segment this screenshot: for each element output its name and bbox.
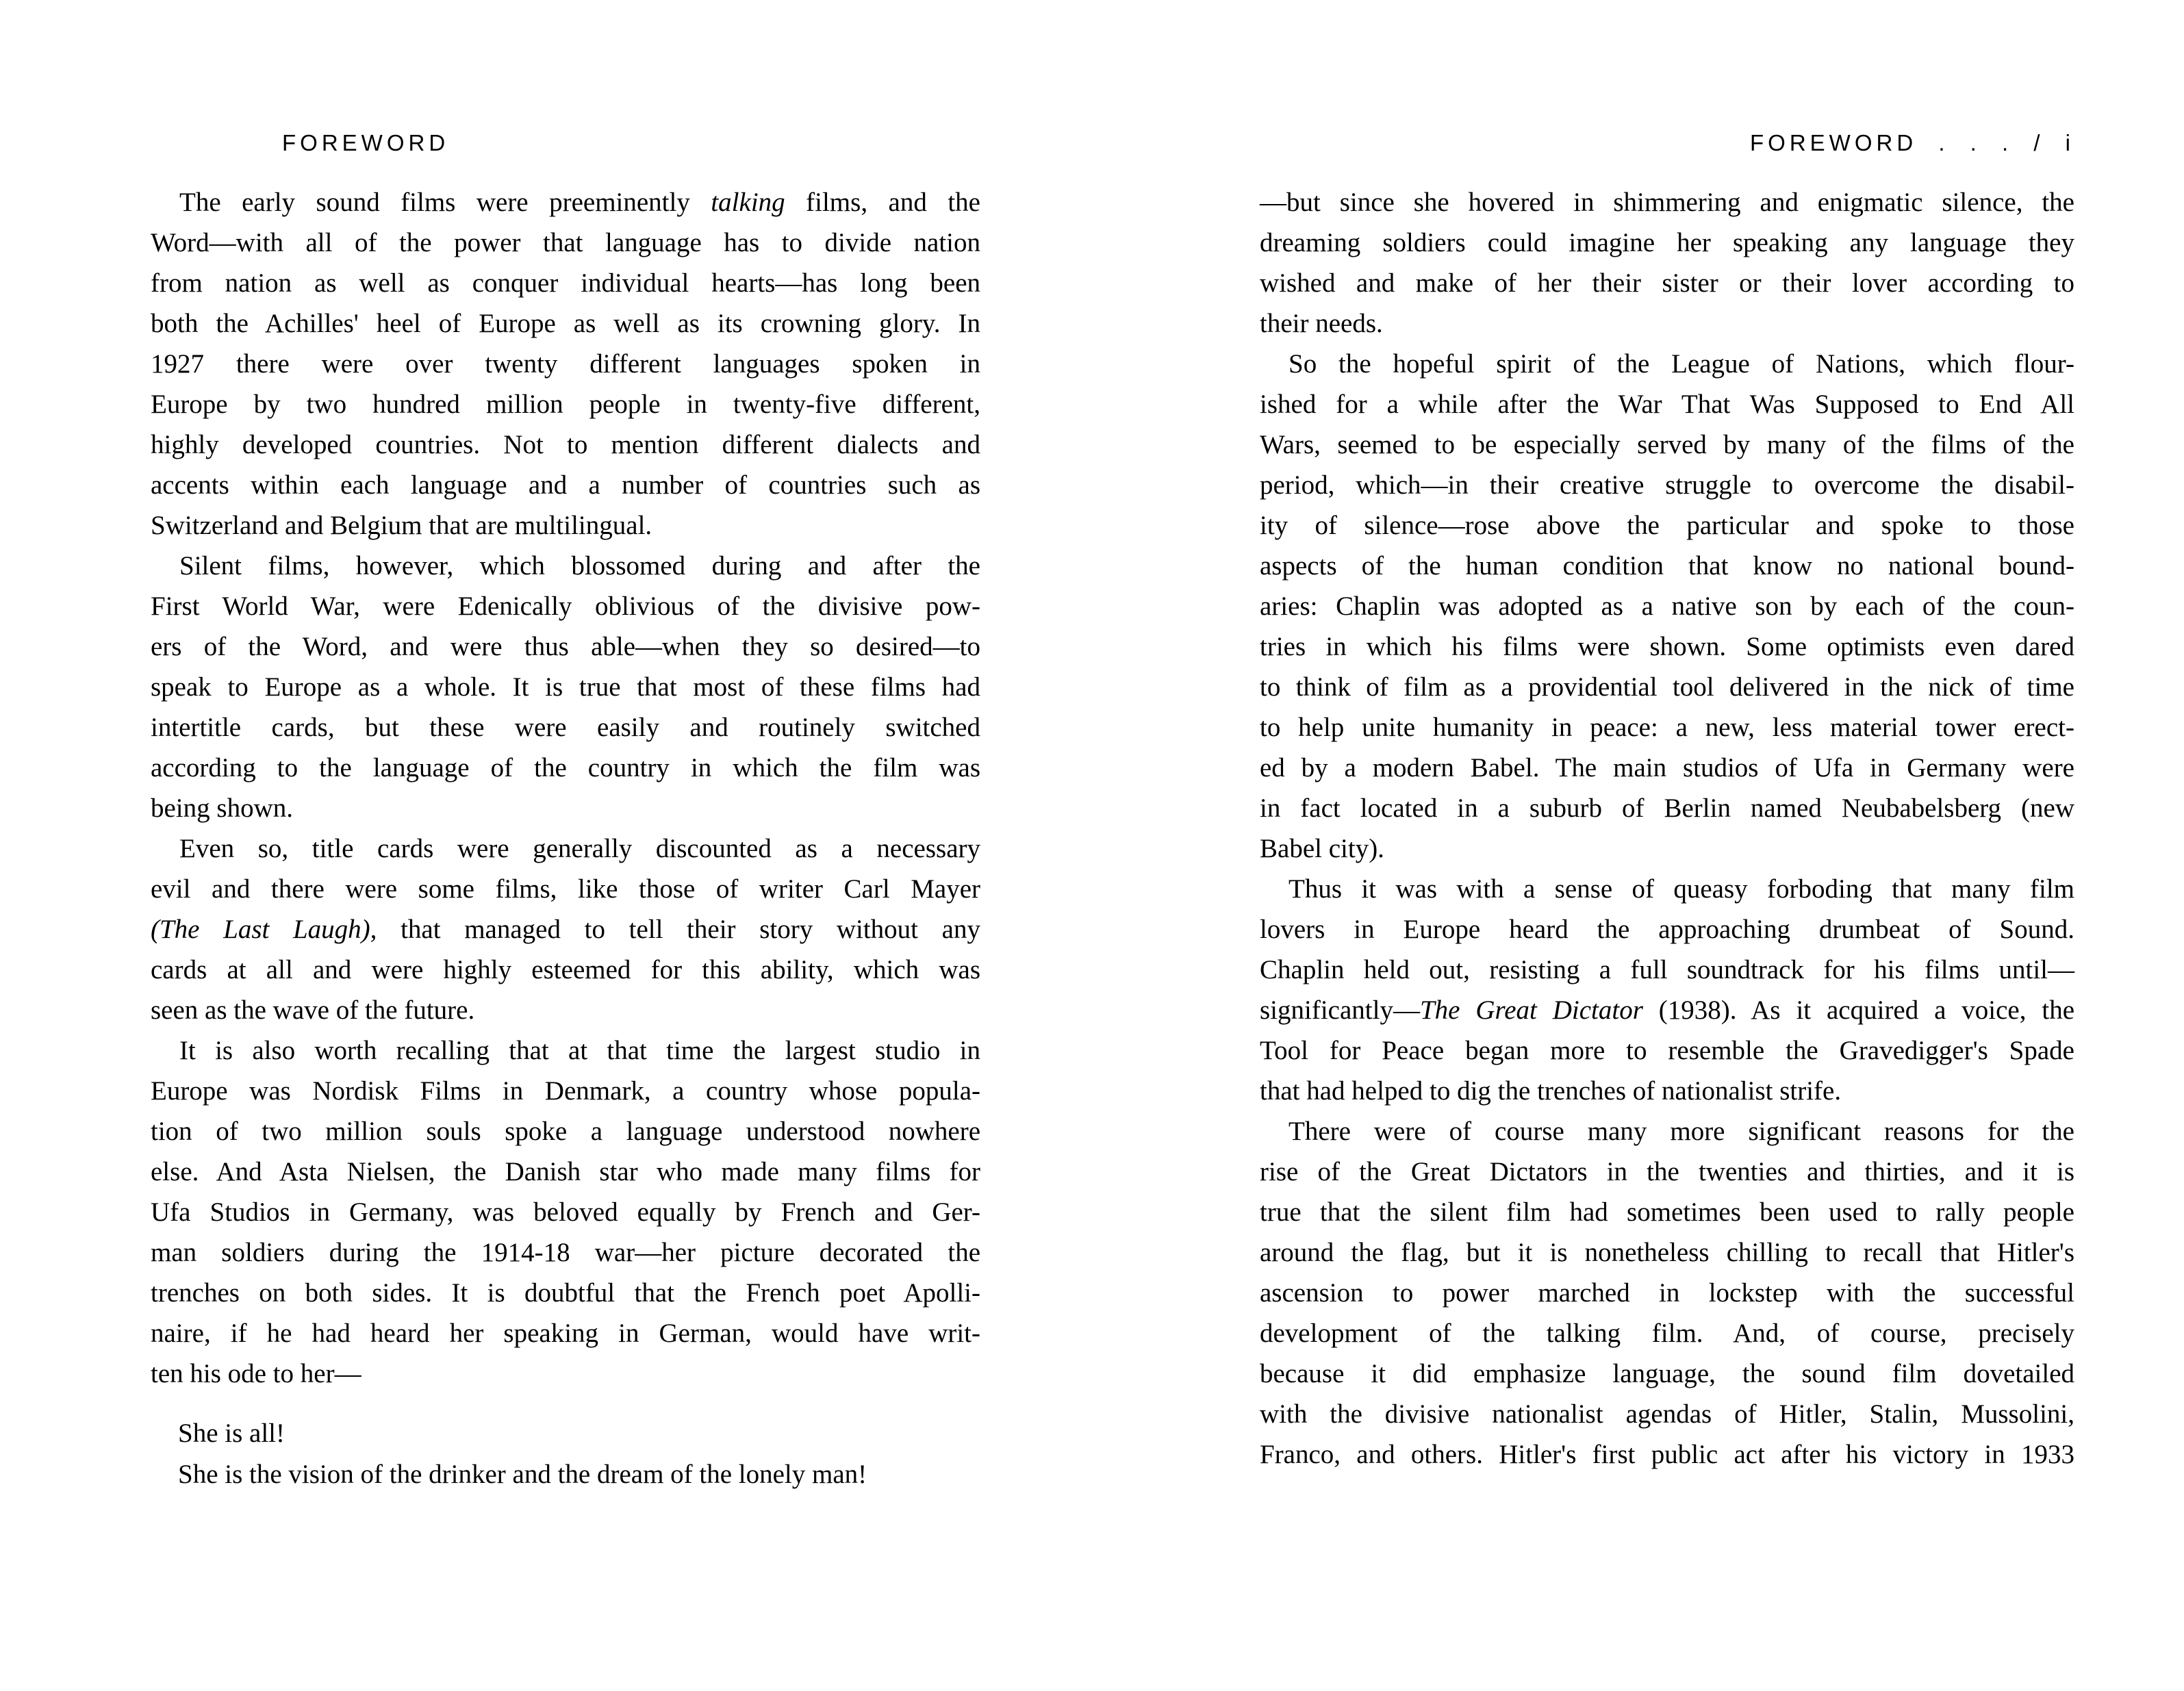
plain-text: Babel city).	[1260, 834, 1384, 863]
plain-text: aries: Chaplin was adopted as a native son by each of the coun-	[1260, 592, 2074, 621]
plain-text: trenches on both sides. It is doubtful that the French poet Apolli-	[151, 1278, 980, 1308]
plain-text: Word—with all of the power that language has to divide nation	[151, 228, 980, 257]
plain-text: that had helped to dig the trenches of nationalist strife.	[1260, 1076, 1842, 1106]
page-right-body	[1260, 182, 2074, 1475]
plain-text: man soldiers during the 1914-18 war—her picture decorated the	[151, 1238, 980, 1267]
plain-text: period, which—in their creative struggle to overcome the disabil-	[1260, 470, 2074, 500]
text-line	[151, 424, 980, 465]
verse	[151, 1413, 980, 1495]
plain-text: Chaplin held out, resisting a full soundtrack for his films until—	[1260, 955, 2074, 984]
paragraph	[151, 182, 980, 546]
plain-text: ed by a modern Babel. The main studios of Ufa in Germany were	[1260, 753, 2074, 783]
text-line	[1260, 707, 2074, 748]
plain-text: that managed to tell their story without any	[377, 915, 980, 944]
text-line	[151, 869, 980, 909]
plain-text: tries in which his films were shown. Some optimists even dared	[1260, 632, 2074, 661]
text-line	[151, 465, 980, 505]
plain-text: 1927 there were over twenty different languages spoken in	[151, 349, 980, 379]
text-line	[1260, 1030, 2074, 1071]
plain-text: wished and make of her their sister or their lover according to	[1260, 268, 2074, 298]
text-line	[1260, 1353, 2074, 1394]
text-line	[1260, 950, 2074, 990]
plain-text: ished for a while after the War That Was Supposed to End All	[1260, 390, 2074, 419]
plain-text: ten his ode to her—	[151, 1359, 361, 1388]
text-line	[151, 586, 980, 626]
paragraph	[151, 546, 980, 828]
text-line	[1260, 990, 2074, 1030]
text-line	[151, 626, 980, 667]
text-line	[151, 344, 980, 384]
plain-text: intertitle cards, but these were easily and routinely switched	[151, 713, 980, 742]
text-line	[1260, 626, 2074, 667]
text-line	[1260, 1111, 2074, 1152]
text-line	[151, 1152, 980, 1192]
text-line	[1260, 1313, 2074, 1353]
plain-text: Ufa Studios in Germany, was beloved equally by French and Ger-	[151, 1197, 980, 1227]
plain-text: both the Achilles' heel of Europe as well as its crowning glory. In	[151, 309, 980, 338]
plain-text: in fact located in a suburb of Berlin named Neubabelsberg (new	[1260, 793, 2074, 823]
page-right-running-head: FOREWORD . . . / i	[1750, 130, 2074, 155]
plain-text: from nation as well as conquer individual hearts—has long been	[151, 268, 980, 298]
text-line	[1260, 869, 2074, 909]
plain-text: Europe by two hundred million people in twenty-five different,	[151, 390, 980, 419]
italic-text: (The Last Laugh),	[151, 915, 377, 944]
paragraph	[151, 1030, 980, 1394]
text-line	[151, 788, 980, 828]
plain-text: Tool for Peace began more to resemble the Gravedigger's Spade	[1260, 1036, 2074, 1065]
text-line	[151, 667, 980, 707]
text-line	[1260, 586, 2074, 626]
plain-text: It is also worth recalling that at that time the largest studio in	[179, 1036, 980, 1065]
plain-text: ity of silence—rose above the particular and spoke to those	[1260, 511, 2074, 540]
paragraph	[1260, 1111, 2074, 1475]
plain-text: aspects of the human condition that know no national bound-	[1260, 551, 2074, 581]
text-line	[151, 1071, 980, 1111]
text-line	[1260, 505, 2074, 546]
plain-text: ascension to power marched in lockstep with the successful	[1260, 1278, 2074, 1308]
text-line	[151, 1273, 980, 1313]
plain-text: according to the language of the country in which the film was	[151, 753, 980, 783]
text-line	[1260, 384, 2074, 424]
text-line	[1260, 828, 2074, 869]
verse-line: She is all!	[178, 1419, 285, 1448]
text-line	[151, 1353, 980, 1394]
text-line	[1260, 1232, 2074, 1273]
plain-text: Even so, title cards were generally discounted as a necessary	[179, 834, 980, 863]
text-line	[151, 263, 980, 303]
text-line	[1260, 1394, 2074, 1434]
text-line	[1260, 546, 2074, 586]
text-line	[151, 1232, 980, 1273]
plain-text: There were of course many more significant reasons for the	[1288, 1117, 2074, 1146]
text-line	[1260, 182, 2074, 222]
plain-text: ers of the Word, and were thus able—when they so desired—to	[151, 632, 980, 661]
plain-text: else. And Asta Nielsen, the Danish star who made many films for	[151, 1157, 980, 1186]
page-left-running-head: FOREWORD	[282, 130, 450, 155]
plain-text: Silent films, however, which blossomed during and after the	[179, 551, 980, 581]
verse-line: She is the vision of the drinker and the dream of the lonely man!	[178, 1460, 867, 1489]
plain-text: dreaming soldiers could imagine her speaking any language they	[1260, 228, 2074, 257]
text-line	[1260, 344, 2074, 384]
paragraph	[1260, 182, 2074, 344]
plain-text: First World War, were Edenically oblivious of the divisive pow-	[151, 592, 980, 621]
plain-text: Thus it was with a sense of queasy forboding that many film	[1288, 874, 2074, 904]
paragraph	[1260, 344, 2074, 869]
plain-text: Franco, and others. Hitler's first public act after his victory in 1933	[1260, 1440, 2074, 1469]
plain-text: around the flag, but it is nonetheless chilling to recall that Hitler's	[1260, 1238, 2074, 1267]
plain-text: to think of film as a providential tool delivered in the nick of time	[1260, 672, 2074, 702]
plain-text: with the divisive nationalist agendas of Hitler, Stalin, Mussolini,	[1260, 1399, 2074, 1429]
page-left-body	[151, 182, 980, 1495]
paragraph	[1260, 869, 2074, 1111]
text-line	[1260, 1152, 2074, 1192]
text-line	[151, 950, 980, 990]
plain-text: So the hopeful spirit of the League of Nations, which flour-	[1288, 349, 2074, 379]
plain-text: Wars, seemed to be especially served by many of the films of the	[1260, 430, 2074, 459]
text-line	[1260, 222, 2074, 263]
plain-text: tion of two million souls spoke a language understood nowhere	[151, 1117, 980, 1146]
plain-text: The early sound films were preeminently	[179, 188, 711, 217]
plain-text: highly developed countries. Not to mention different dialects and	[151, 430, 980, 459]
text-line	[151, 222, 980, 263]
plain-text: Switzerland and Belgium that are multilingual.	[151, 511, 652, 540]
text-line	[151, 990, 980, 1030]
plain-text: —but since she hovered in shimmering and enigmatic silence, the	[1260, 188, 2074, 217]
text-line	[1260, 909, 2074, 950]
text-line	[1260, 788, 2074, 828]
text-line	[151, 182, 980, 222]
text-line	[1260, 1071, 2074, 1111]
plain-text: their needs.	[1260, 309, 1383, 338]
text-line	[151, 505, 980, 546]
text-line	[151, 1313, 980, 1353]
page-left	[151, 0, 980, 1691]
plain-text: Europe was Nordisk Films in Denmark, a country whose popula-	[151, 1076, 980, 1106]
text-line	[1260, 748, 2074, 788]
text-line	[1260, 424, 2074, 465]
text-line	[1260, 1192, 2074, 1232]
italic-text: talking	[711, 188, 785, 217]
text-line	[151, 1192, 980, 1232]
text-line	[151, 748, 980, 788]
plain-text: films, and the	[785, 188, 980, 217]
plain-text: cards at all and were highly esteemed for this ability, which was	[151, 955, 980, 984]
plain-text: evil and there were some films, like those of writer Carl Mayer	[151, 874, 980, 904]
plain-text: naire, if he had heard her speaking in German, would have writ-	[151, 1319, 980, 1348]
italic-text: The Great Dictator	[1419, 995, 1643, 1025]
text-line	[151, 546, 980, 586]
plain-text: because it did emphasize language, the sound film dovetailed	[1260, 1359, 2074, 1388]
text-line	[1260, 1273, 2074, 1313]
text-line	[1260, 263, 2074, 303]
text-line	[1260, 303, 2074, 344]
text-line	[151, 384, 980, 424]
text-line	[151, 303, 980, 344]
text-line	[151, 1030, 980, 1071]
plain-text: rise of the Great Dictators in the twenties and thirties, and it is	[1260, 1157, 2074, 1186]
plain-text: (1938). As it acquired a voice, the	[1642, 995, 2075, 1025]
text-line	[151, 909, 980, 950]
paragraph	[151, 828, 980, 1030]
plain-text: development of the talking film. And, of course, precisely	[1260, 1319, 2074, 1348]
text-line	[1260, 667, 2074, 707]
plain-text: speak to Europe as a whole. It is true that most of these films had	[151, 672, 980, 702]
plain-text: lovers in Europe heard the approaching drumbeat of Sound.	[1260, 915, 2074, 944]
plain-text: being shown.	[151, 793, 293, 823]
plain-text: significantly—	[1260, 995, 1420, 1025]
text-line	[1260, 1434, 2074, 1475]
plain-text: accents within each language and a number of countries such as	[151, 470, 980, 500]
text-line	[1260, 465, 2074, 505]
page-right	[1260, 0, 2074, 1691]
text-line	[151, 828, 980, 869]
plain-text: true that the silent film had sometimes been used to rally people	[1260, 1197, 2074, 1227]
text-line	[151, 1111, 980, 1152]
plain-text: seen as the wave of the future.	[151, 995, 475, 1025]
plain-text: to help unite humanity in peace: a new, less material tower erect-	[1260, 713, 2074, 742]
text-line	[151, 707, 980, 748]
